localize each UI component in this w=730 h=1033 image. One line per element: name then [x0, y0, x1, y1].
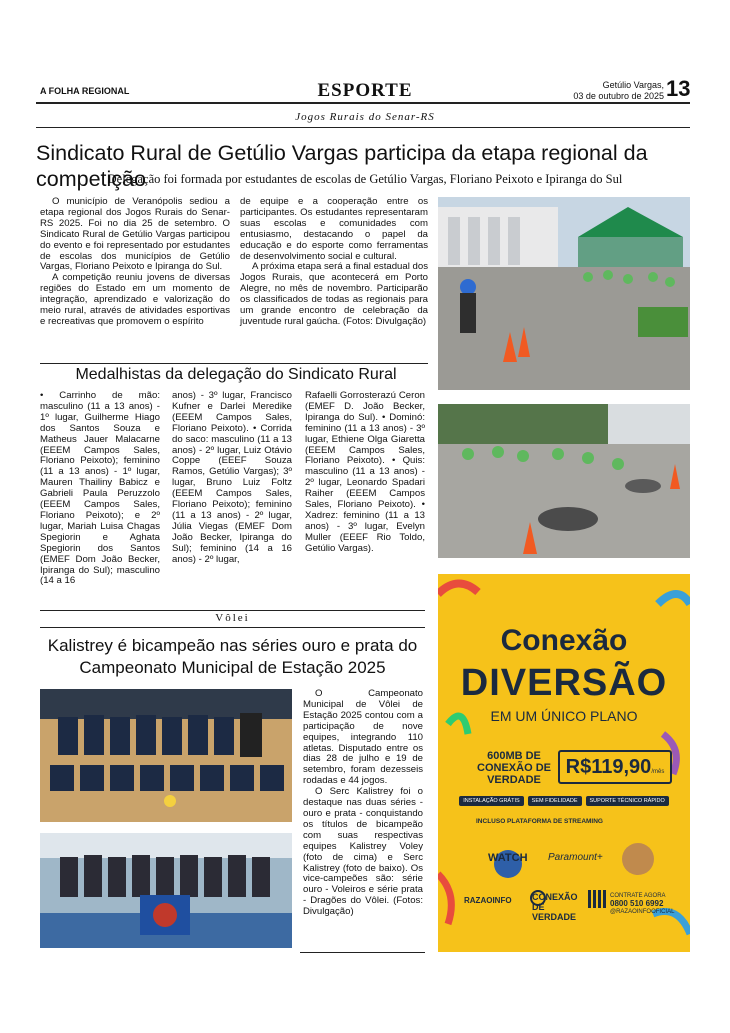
ad-price-value: R$119,90 — [565, 756, 652, 778]
ad-watch-logo: WATCH — [488, 852, 528, 864]
ad-paramount-logo: Paramount+ — [548, 852, 603, 863]
paragraph: A competição reuniu jovens de diversas regiões do Estado em um momento de integração, aprendizado e valorização do meio rural, através de atividades esportivas e recreativas que promovem o espírito — [40, 272, 230, 327]
ad-tags — [448, 796, 680, 806]
volei-section-label: Vôlei — [215, 612, 250, 624]
photo-image — [438, 197, 690, 390]
article-column-2 — [240, 197, 428, 328]
article-column-1 — [40, 197, 230, 328]
ad-tag: SEM FIDELIDADE — [528, 796, 582, 806]
ad-subtitle: EM UM ÚNICO PLANO — [490, 708, 638, 724]
ad-brand-logo: RAZAOINFO — [464, 896, 512, 905]
ad-price — [558, 750, 672, 784]
issue-date-text: 03 de outubro de 2025 — [573, 91, 664, 101]
paragraph: A próxima etapa será a final estadual dos Jogos Rurais, que acontecerá em Porto Alegre, no mês de novembro. Participarão os classificados de todas as regionais para um grande encontro de celebração da juventude rural gaúcha. (Fotos: Divulgação) — [240, 261, 428, 327]
ad-tag: SUPORTE TÉCNICO RÁPIDO — [586, 796, 669, 806]
ad-contact-label: CONTRATE AGORA — [610, 893, 666, 899]
medal-column-2: anos) - 3º lugar, Francisco Kufner e Darlei Meredike (EEEM Campos Sales, Floriano Peixoto). • Corrida do saco: masculino (11 a 13 anos) - 2º lugar, Luiz Otávio Coppe (EEEF Souza Ramos, Getúlio Vargas); 3º lugar, Bruno Luiz Foltz (EEEM Campos Sales, Floriano Peixoto); feminino (11 a 13 anos) - 2º lugar, Júlia Viegas (EMEF Dom João Becker, Ipiranga do Sul); feminino (14 a 16 anos) - 2º lugar, — [172, 390, 292, 565]
ad-title-diversao: DIVERSÃO — [460, 662, 668, 704]
advertisement-razaoinfo[interactable] — [438, 574, 690, 952]
issue-city: Getúlio Vargas, — [602, 80, 664, 90]
article-kicker: Jogos Rurais do Senar-RS — [295, 111, 435, 123]
photo-image — [40, 833, 292, 948]
article-headline: Sindicato Rural de Getúlio Vargas participa da etapa regional da competição — [36, 141, 648, 191]
section-rule — [40, 363, 428, 364]
photo-serc-kalistrey — [40, 833, 292, 948]
photo-jogos-rurais-1 — [438, 197, 690, 390]
medal-column-3: Rafaelli Gorrosterazú Ceron (EMEF D. João Becker, Ipiranga do Sul). • Dominó: feminino (11 a 13 anos) - 3º lugar, Ethiene Olga Giaretta (EEEM Campos Sales, Floriano Peixoto). • Quis: masculino (11 a 13 anos) - 2º lugar, Leonardo Spadari Raiher (EEEM Campos Sales, Floriano Peixoto). • Xadrez: feminino (11 a 13 anos) - 3º lugar, Evelyn Muller (EEEF Rio Toldo, Getúlio Vargas). — [305, 390, 425, 554]
section-title: ESPORTE — [317, 80, 413, 101]
ad-speed: 600MB DE CONEXÃO DE VERDADE — [477, 750, 551, 786]
paragraph: O município de Veranópolis sediou a etapa regional dos Jogos Rurais do Senar-RS 2025. Foi no dia 25 de setembro. O Sindicato Rural de Getúlio Vargas participou do evento e foi representado por estudantes de escolas dos municípios de Getúlio Vargas, Floriano Peixoto e Ipiranga do Sul. — [40, 196, 230, 273]
qr-code-icon[interactable] — [588, 890, 606, 908]
volei-article-body — [303, 689, 423, 918]
issue-date — [560, 80, 664, 102]
ad-contact-phone: 0800 510 6992 — [610, 899, 664, 908]
ad-streaming-label: INCLUSO PLATAFORMA DE STREAMING — [476, 818, 603, 825]
ad-title-conexao: Conexão — [500, 624, 628, 657]
medal-column-1: • Carrinho de mão: masculino (11 a 13 anos) - 1º lugar, Guilherme Hiago dos Santos Souza e Matheus Jauer Malacarne (EEEM Campos Sales, Floriano Peixoto); feminino (11 a 13 anos) - 1º lugar, Mauren Thailiny Babicz e Gabrieli Paula Peruzzolo (EEEM Campos Sales, Floriano Peixoto); e 2º lugar, Mariah Luisa Chagas Spegiorin e Aghata Spegiorin dos Santos (EMEF Dom João Becker, Ipiranga do Sul); masculino (14 a 16 — [40, 390, 160, 587]
newspaper-name: A FOLHA REGIONAL — [40, 86, 130, 96]
paragraph: O Serc Kalistrey foi o destaque nas duas séries - ouro e prata - conquistando os títulos de bicampeão com suas respectivas equipes Kalistrey Voley (foto de cima) e Serc Kalistrey (foto de baixo). Os vice-campeões são: série ouro - Voleiros e série prata - Dragões do Vôlei. (Fotos: Divulgação) — [303, 786, 423, 918]
photo-image — [438, 404, 690, 558]
article-deck: Delegação foi formada por estudantes de escolas de Getúlio Vargas, Floriano Peixoto e Ipiranga do Sul — [107, 172, 623, 186]
ad-slogan: CONEXÃO DE VERDADE — [532, 892, 578, 922]
header-rule — [36, 102, 690, 104]
ad-price-suffix: /mês — [651, 769, 665, 775]
ad-tag: INSTALAÇÃO GRÁTIS — [459, 796, 523, 806]
volei-headline: Kalistrey é bicampeão nas séries ouro e prata do Campeonato Municipal de Estação 2025 — [47, 636, 418, 677]
volei-rule — [40, 627, 425, 628]
photo-image — [40, 689, 292, 822]
ad-contact-social: @RAZAOINFOOFICIAL — [610, 909, 675, 915]
photo-jogos-rurais-2 — [438, 404, 690, 558]
page-number: 13 — [666, 76, 691, 101]
volei-rule-bottom — [300, 952, 425, 953]
kicker-rule — [36, 127, 690, 128]
medal-list-title: Medalhistas da delegação do Sindicato Rural — [75, 366, 397, 383]
photo-kalistrey-voley — [40, 689, 292, 822]
volei-rule-top — [40, 610, 425, 611]
paragraph: O Campeonato Municipal de Vôlei de Estação 2025 contou com a participação de nove equipes, integrando 110 atletas. Disputado entre os dias 28 de julho e 19 de setembro, foram dezesseis rodadas e 44 jogos. — [303, 688, 423, 787]
ad-contact — [610, 892, 674, 916]
paragraph: de equipe e a cooperação entre os participantes. Os estudantes representaram suas escolas e comunidades com entusiasmo, destacando o papel da educação e do esporte como ferramentas de desenvolvimento social e cultural. — [240, 196, 428, 262]
